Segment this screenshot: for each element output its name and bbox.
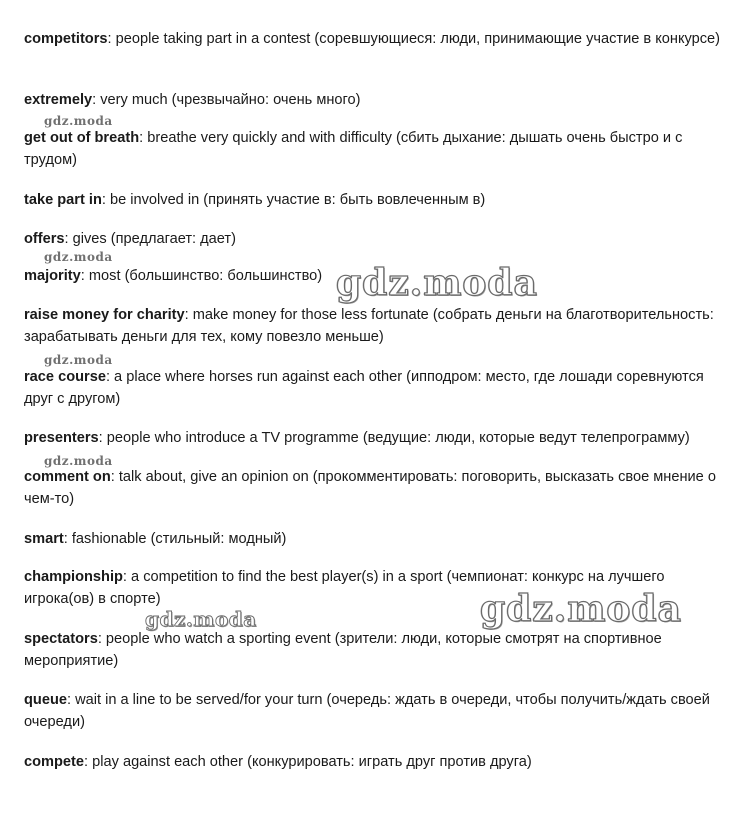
- watermark: gdz.moda: [44, 454, 113, 468]
- vocab-entry-extremely: [24, 89, 729, 111]
- vocab-definition: : people who introduce a TV programme (ведущие: люди, которые ведут телепрограмму): [98, 430, 690, 446]
- vocab-definition: : a competition to find the best player(s) in a sport (чемпионат: конкурс на лучшего игрока(ов) в спорте): [24, 569, 665, 607]
- vocab-term: extremely: [24, 92, 93, 108]
- watermark: gdz.moda: [44, 353, 113, 367]
- vocab-definition: : wait in a line to be served/for your turn (очередь: ждать в очереди, чтобы получить/ждать своей очереди): [24, 692, 710, 730]
- watermark: gdz.moda: [336, 262, 538, 304]
- vocab-entry-compete: [24, 751, 729, 773]
- vocab-definition: : people who watch a sporting event (зрители: люди, которые смотрят на спортивное мероприятие): [24, 631, 662, 669]
- vocab-entry-presenters: [24, 427, 729, 449]
- vocab-entry-smart: [24, 528, 729, 550]
- vocab-term: spectators: [24, 631, 98, 647]
- watermark: gdz.moda: [44, 114, 113, 128]
- vocab-definition: : be involved in (принять участие в: быть вовлеченным в): [101, 192, 486, 208]
- watermark: gdz.moda: [145, 607, 257, 631]
- vocab-term: offers: [24, 231, 65, 247]
- vocab-term: queue: [24, 692, 67, 708]
- vocab-term: compete: [24, 754, 85, 770]
- vocab-term: raise money for charity: [24, 307, 185, 323]
- vocab-entry-comment-on: [24, 466, 729, 510]
- vocab-entry-queue: [24, 689, 729, 733]
- vocab-definition: : play against each other (конкурировать: играть друг против друга): [84, 754, 532, 770]
- vocab-definition: : people taking part in a contest (соревшующиеся: люди, принимающие участие в конкурсе): [107, 31, 721, 47]
- vocab-entry-take-part-in: [24, 189, 729, 211]
- vocab-entry-spectators: [24, 628, 729, 672]
- vocab-entry-race-course: [24, 366, 729, 410]
- vocab-entry-offers: [24, 228, 729, 250]
- vocab-entry-competitors: [24, 28, 729, 50]
- vocab-term: smart: [24, 531, 64, 547]
- vocab-definition: : talk about, give an opinion on (прокомментировать: поговорить, высказать свое мнение о чем-то): [24, 469, 716, 507]
- vocab-definition: : gives (предлагает: дает): [64, 231, 236, 247]
- vocab-term: take part in: [24, 192, 102, 208]
- vocab-term: get out of breath: [24, 130, 140, 146]
- vocab-term: competitors: [24, 31, 108, 47]
- vocab-term: race course: [24, 369, 106, 385]
- vocab-definition: : very much (чрезвычайно: очень много): [92, 92, 361, 108]
- vocab-definition: : make money for those less fortunate (собрать деньги на благотворительность: зарабатывать деньги для тех, кому повезло меньше): [24, 307, 714, 345]
- vocab-term: majority: [24, 268, 81, 284]
- vocab-entry-raise-money-for-charity: [24, 304, 729, 348]
- watermark: gdz.moda: [44, 250, 113, 264]
- vocab-definition: : most (большинство: большинство): [80, 268, 323, 284]
- vocab-definition: : a place where horses run against each other (ипподром: место, где лошади соревнуются друг с другом): [24, 369, 704, 407]
- vocab-definition: : fashionable (стильный: модный): [63, 531, 287, 547]
- vocab-term: presenters: [24, 430, 99, 446]
- vocab-term: comment on: [24, 469, 111, 485]
- vocab-definition: : breathe very quickly and with difficulty (сбить дыхание: дышать очень быстро и с трудом): [24, 130, 683, 168]
- watermark: gdz.moda: [480, 588, 682, 630]
- vocab-entry-get-out-of-breath: [24, 127, 729, 171]
- vocab-term: championship: [24, 569, 123, 585]
